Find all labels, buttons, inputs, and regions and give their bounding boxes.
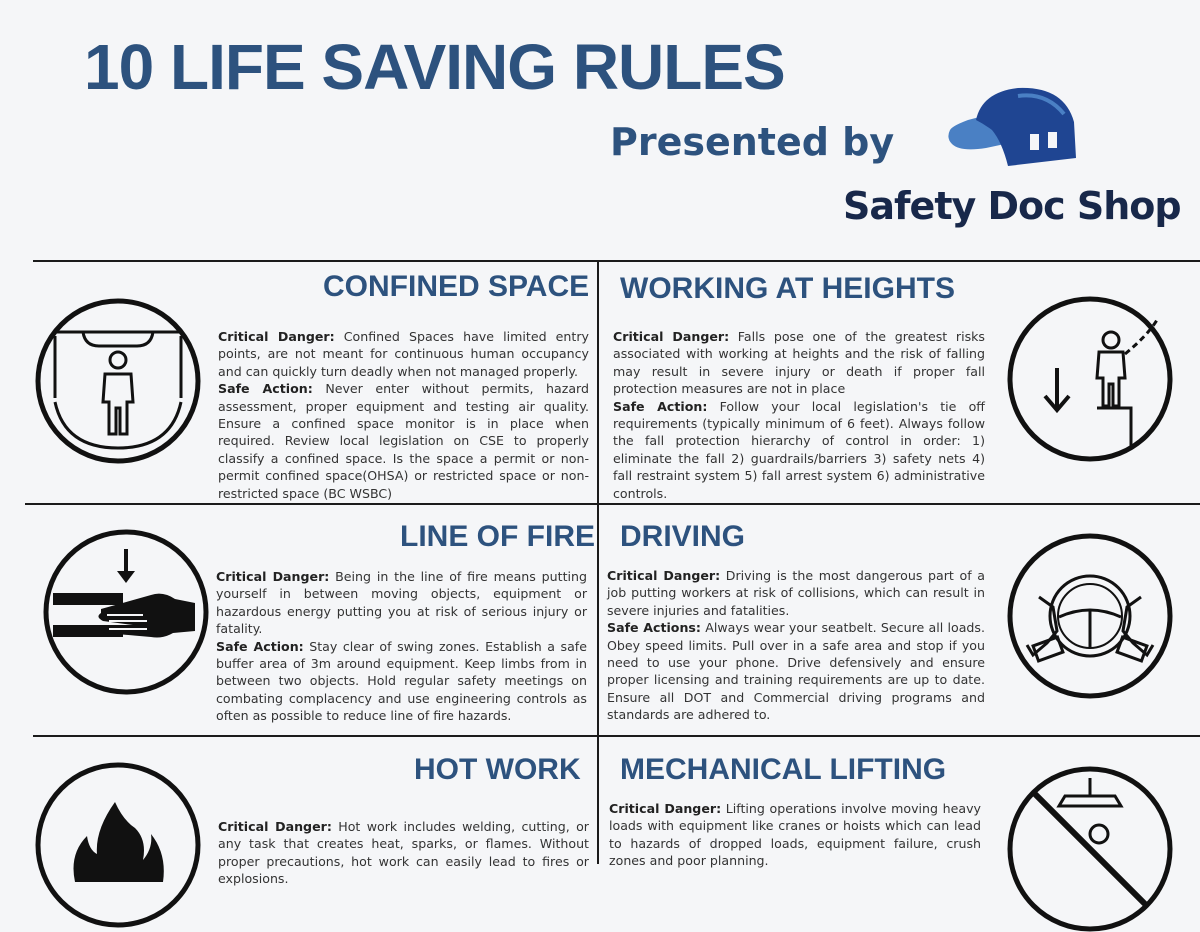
- safe-action-text: Stay clear of swing zones. Establish a safe buffer area of 3m around equipment. Keep limbs from in between two objects. Hold regular safety meetings on combating complacency and use engineering controls as often as possible to reduce line of fire hazards.: [216, 638, 587, 724]
- rule-body: [607, 567, 985, 724]
- critical-danger-label: Critical Danger:: [607, 568, 721, 583]
- steering-wheel-icon: [1007, 533, 1173, 699]
- safe-action-label: Safe Action:: [218, 381, 313, 397]
- safe-action-label: Safe Action:: [216, 638, 304, 654]
- confined-space-person-icon: [35, 298, 201, 464]
- divider-center: [597, 260, 599, 864]
- rule-body: [216, 568, 587, 725]
- critical-danger-label: Critical Danger:: [218, 329, 335, 344]
- critical-danger-text: Confined Spaces have limited entry points, are not meant for continuous human occupancy and can quickly turn deadly when not managed properly.: [218, 329, 589, 379]
- rule-heading: CONFINED SPACE: [323, 270, 590, 303]
- safe-action-label: Safe Actions:: [607, 620, 701, 636]
- divider-row-3: [33, 735, 1200, 737]
- fall-protection-icon: [1007, 296, 1173, 462]
- critical-danger-text: Falls pose one of the greatest risks associated with working at heights and the risk of falling may result in severe injury or death if proper fall protection measures are not in place: [613, 329, 985, 397]
- rule-heading: MECHANICAL LIFTING: [620, 753, 947, 786]
- no-standing-under-load-icon: [1007, 766, 1173, 932]
- safe-action-text: Always wear your seatbelt. Secure all loads. Obey speed limits. Pull over in a safe area and stop if you need to use your phone. Drive defensively and ensure proper licensing and training requirements are up to date. Ensure all DOT and Commercial driving programs and standards are adhered to.: [607, 620, 985, 723]
- brand-name: Safety Doc Shop: [843, 184, 1181, 228]
- rule-heading: DRIVING: [620, 520, 746, 553]
- divider-top: [33, 260, 1200, 262]
- safe-action-text: Follow your local legislation's tie off requirements (typically minimum of 6 feet). Always follow the fall protection hierarchy of control in order: 1) eliminate the fall 2) guardrails/barriers 3) safety nets 4) fall restraint system 5) fall arrest system 6) administrative controls.: [613, 398, 985, 501]
- critical-danger-text: Being in the line of fire means putting yourself in between moving objects, equipment or hazardous energy putting you at risk of serious injury or fatality.: [216, 569, 587, 637]
- rule-heading: HOT WORK: [414, 753, 581, 786]
- safe-action-text: Never enter without permits, hazard assessment, proper equipment and testing air quality. Ensure a confined space monitor is in place when required. Review local legislation on CSE to properly classify a confined space. Is the space a permit or non-permit confined space(OHSA) or restricted space or non-restricted space (BC WSBC): [218, 381, 589, 501]
- rule-body: [218, 818, 589, 888]
- rule-body: [218, 328, 589, 502]
- critical-danger-label: Critical Danger:: [218, 819, 332, 834]
- page-title: 10 LIFE SAVING RULES: [84, 31, 785, 103]
- flame-icon: [35, 762, 201, 928]
- safe-action-label: Safe Action:: [613, 398, 708, 414]
- presented-by-text: Presented by: [610, 120, 895, 164]
- critical-danger-label: Critical Danger:: [609, 801, 722, 816]
- rule-heading: WORKING AT HEIGHTS: [620, 272, 955, 305]
- critical-danger-label: Critical Danger:: [216, 569, 330, 584]
- hand-pinch-point-icon: [43, 529, 209, 695]
- rule-body: [613, 328, 985, 502]
- critical-danger-text: Driving is the most dangerous part of a job putting workers at risk of collisions, which can result in severe injuries and fatalities.: [607, 568, 986, 618]
- hard-hat-logo-icon: [946, 86, 1078, 170]
- critical-danger-text: Lifting operations involve moving heavy loads with equipment like cranes or hoists which can lead to hazards of dropped loads, equipment failure, crush zones and poor planning.: [609, 801, 981, 869]
- divider-row-2: [25, 503, 1200, 505]
- critical-danger-text: Hot work includes welding, cutting, or any task that creates heat, sparks, or flames. Without proper precautions, hot work can easily lead to fires or explosions.: [218, 819, 589, 887]
- rule-body: [609, 800, 981, 870]
- rule-heading: LINE OF FIRE: [400, 520, 595, 553]
- critical-danger-label: Critical Danger:: [613, 329, 730, 344]
